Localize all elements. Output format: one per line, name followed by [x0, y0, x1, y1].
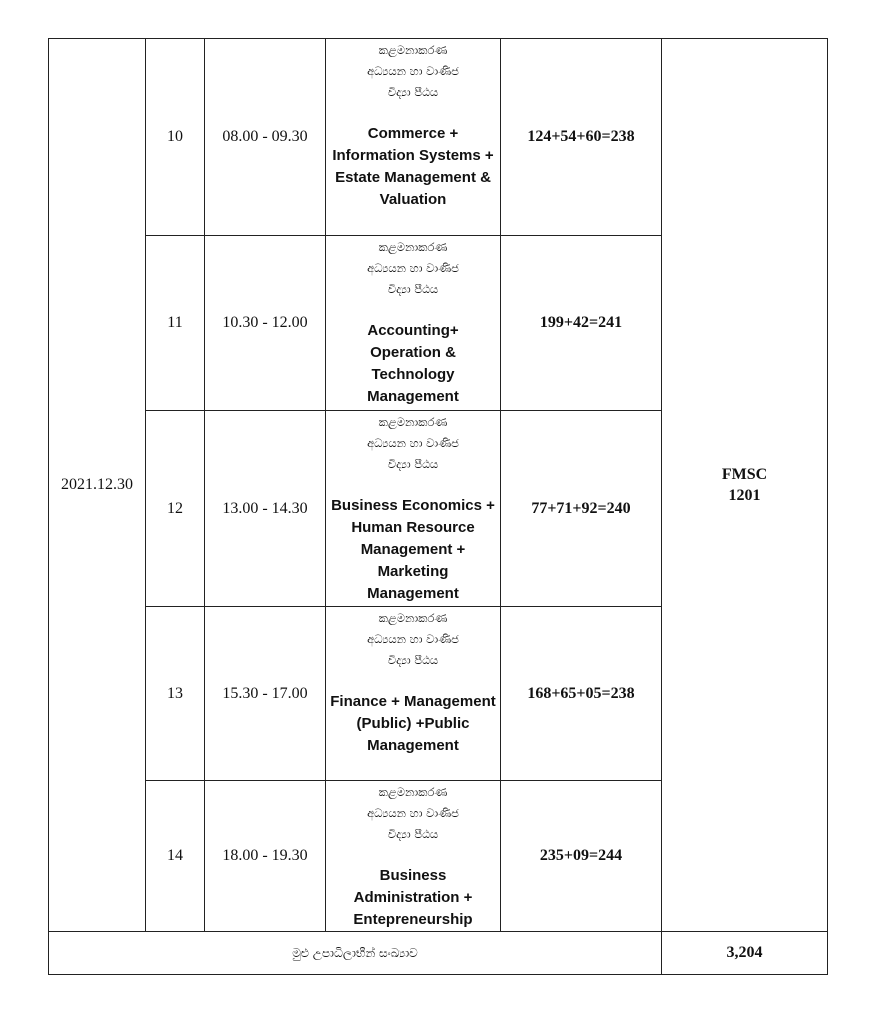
session-number: 14	[146, 781, 205, 932]
total-label: මුළු උපාධිලාභීන් සංඛ්‍යාව	[49, 932, 662, 975]
programme-name: Commerce + Information Systems + Estate Management & Valuation	[332, 125, 494, 208]
session-number: 12	[146, 411, 205, 607]
date: 2021.12.30	[61, 476, 133, 493]
faculty-cell	[326, 781, 501, 932]
student-count: 77+71+92=240	[501, 411, 662, 607]
table-row	[49, 39, 828, 236]
programme-name: Business Economics + Human Resource Management + Marketing Management	[331, 497, 495, 602]
student-count: 124+54+60=238	[501, 39, 662, 236]
faculty-name-sinhala: කළමනාකරණ අධ්‍යයන හා වාණිජ විද්‍යා පීඨය	[367, 785, 459, 841]
session-time: 18.00 - 19.30	[205, 781, 326, 932]
session-time: 13.00 - 14.30	[205, 411, 326, 607]
programme-name: Finance + Management (Public) +Public Management	[330, 693, 496, 754]
faculty-cell	[326, 607, 501, 781]
venue-code: FMSC	[721, 466, 768, 483]
programme-name: Accounting+ Operation & Technology Management	[367, 322, 459, 405]
programme-name: Business Administration + Entepreneurship	[353, 867, 473, 928]
session-number: 10	[146, 39, 205, 236]
student-count: 235+09=244	[501, 781, 662, 932]
faculty-name-sinhala: කළමනාකරණ අධ්‍යයන හා වාණිජ විද්‍යා පීඨය	[367, 611, 459, 667]
session-number: 11	[146, 236, 205, 411]
faculty-cell	[326, 236, 501, 411]
student-count: 199+42=241	[501, 236, 662, 411]
student-count: 168+65+05=238	[501, 607, 662, 781]
faculty-name-sinhala: කළමනාකරණ අධ්‍යයන හා වාණිජ විද්‍යා පීඨය	[367, 240, 459, 296]
date-cell	[49, 39, 146, 932]
schedule-table	[48, 38, 828, 975]
session-time: 15.30 - 17.00	[205, 607, 326, 781]
faculty-cell	[326, 39, 501, 236]
session-time: 08.00 - 09.30	[205, 39, 326, 236]
venue-room: 1201	[728, 487, 761, 504]
faculty-cell	[326, 411, 501, 607]
total-value: 3,204	[662, 932, 828, 975]
faculty-name-sinhala: කළමනාකරණ අධ්‍යයන හා වාණිජ විද්‍යා පීඨය	[367, 415, 459, 471]
faculty-name-sinhala: කළමනාකරණ අධ්‍යයන හා වාණිජ විද්‍යා පීඨය	[367, 43, 459, 99]
total-row	[49, 932, 828, 975]
venue-cell	[662, 39, 828, 932]
session-number: 13	[146, 607, 205, 781]
session-time: 10.30 - 12.00	[205, 236, 326, 411]
